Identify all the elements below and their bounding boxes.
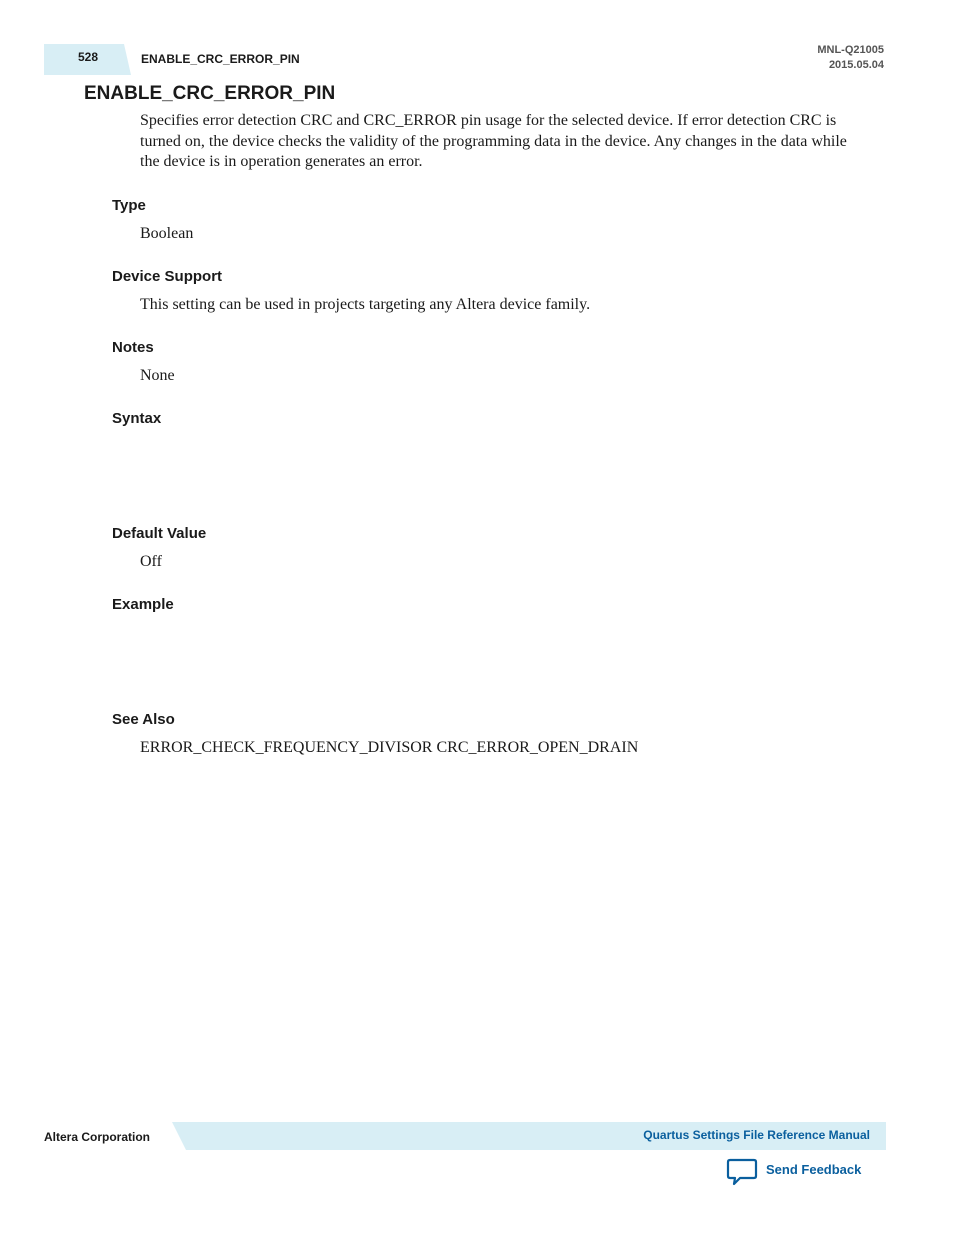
device-support-value: This setting can be used in projects targeting any Altera device family. — [140, 296, 591, 313]
type-value: Boolean — [140, 225, 194, 242]
see-also-value[interactable]: ERROR_CHECK_FREQUENCY_DIVISOR CRC_ERROR_OPEN_DRAIN — [140, 739, 639, 756]
example-heading: Example — [112, 596, 174, 613]
footer-company: Altera Corporation — [44, 1130, 151, 1144]
page-number: 528 — [77, 50, 99, 64]
document-meta — [817, 43, 884, 73]
running-title: ENABLE_CRC_ERROR_PIN — [141, 52, 300, 66]
see-also-heading: See Also — [112, 711, 175, 728]
default-value-value: Off — [140, 553, 162, 570]
section-description: Specifies error detection CRC and CRC_ERROR pin usage for the selected device. If error detection CRC is turned on, the device checks the validity of the programming data in the device. Any changes in the data while the device is in operation generates an error. — [140, 112, 847, 170]
document-date: 2015.05.04 — [828, 59, 884, 71]
default-value-heading: Default Value — [112, 525, 207, 542]
syntax-heading: Syntax — [112, 410, 162, 427]
document-id: MNL-Q21005 — [817, 44, 884, 56]
notes-heading: Notes — [112, 339, 154, 356]
section-title: ENABLE_CRC_ERROR_PIN — [84, 83, 336, 104]
send-feedback-link[interactable] — [726, 1158, 861, 1186]
speech-bubble-icon — [726, 1158, 758, 1186]
send-feedback-label: Send Feedback — [766, 1161, 862, 1177]
type-heading: Type — [112, 197, 146, 214]
manual-title-link[interactable]: Quartus Settings File Reference Manual — [643, 1128, 870, 1142]
notes-value: None — [140, 367, 175, 384]
device-support-heading: Device Support — [112, 268, 223, 285]
